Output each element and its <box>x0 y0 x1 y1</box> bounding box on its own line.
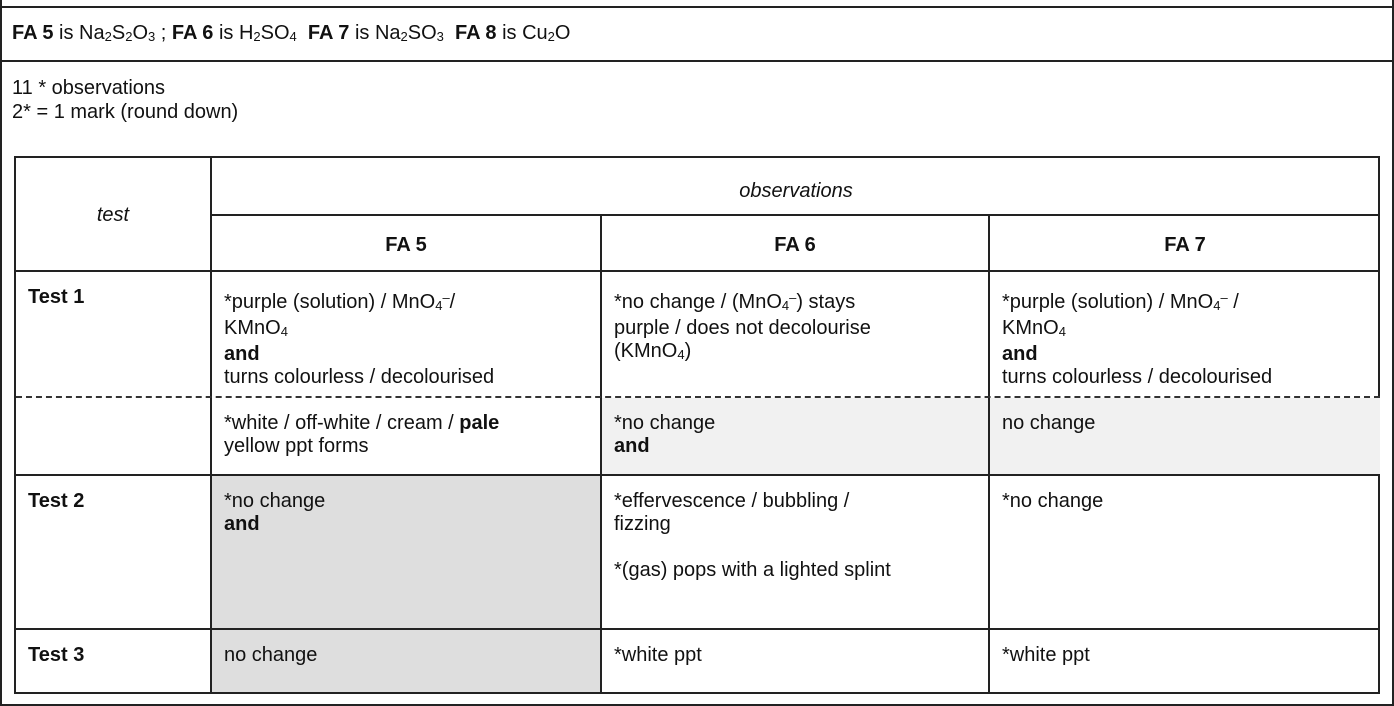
test1-fa7-and: and <box>1002 343 1038 365</box>
test1-fa6-line1: *no change / (MnO <box>614 291 782 313</box>
test1-fa6-line1-end: ) stays <box>796 291 856 313</box>
notes-line-2: 2* = 1 mark (round down) <box>12 101 239 123</box>
test2-fa5-line1: *no change <box>224 490 326 512</box>
test2-fa6-line1: *effervescence / bubbling / <box>614 490 850 512</box>
test3-fa6-observation: *white ppt <box>614 644 702 666</box>
observations-header: observations <box>739 180 853 202</box>
col-header-fa5: FA 5 <box>385 234 427 256</box>
fa6-sub2: 4 <box>289 29 297 44</box>
test2-label: Test 2 <box>28 490 85 512</box>
col-header-fa6: FA 6 <box>774 234 816 256</box>
test1-fa7-sup: – <box>1220 290 1228 305</box>
fa5-mid: S <box>111 22 126 44</box>
test1-fa6-sup: – <box>789 290 797 305</box>
test2-fa5-and: and <box>224 513 260 535</box>
test1-fa7-line1-end: / <box>1227 291 1239 313</box>
fa8-end: O <box>554 22 571 44</box>
test1b-fa6-observation <box>602 398 988 458</box>
test1b-fa5-line1: *white / off-white / cream / <box>224 412 460 434</box>
col-header-fa7: FA 7 <box>1164 234 1206 256</box>
fa5-sub2: 2 <box>125 29 133 44</box>
fa8-is: is Cu <box>496 22 548 44</box>
fa5-sub1: 2 <box>104 29 112 44</box>
test1-fa5-line4: turns colourless / decolourised <box>224 366 495 388</box>
test3-label: Test 3 <box>28 644 85 666</box>
test1-fa5-and: and <box>224 343 260 365</box>
test2-fa5-observation <box>212 476 600 536</box>
separator: ; <box>155 22 172 44</box>
test1-fa7-line2: KMnO <box>1002 317 1059 339</box>
fa6-label: FA 6 <box>171 22 214 44</box>
test1-fa7-sub: 4 <box>1213 298 1221 313</box>
test1-fa6-sub: 4 <box>781 298 790 313</box>
test1b-fa7-line1: no change <box>1002 412 1096 434</box>
fa7-sub1: 2 <box>400 29 408 44</box>
test1-fa5-sub: 4 <box>435 298 443 313</box>
notes-line-1: 11 * observations <box>12 77 166 99</box>
observations-table <box>14 156 1380 694</box>
fa6-sub1: 2 <box>253 29 261 44</box>
test3-fa5-observation: no change <box>224 644 318 666</box>
test1b-fa5-pale: pale <box>459 412 500 434</box>
test1-label: Test 1 <box>28 286 85 308</box>
hline-observations <box>212 214 1380 216</box>
test1-fa6-line3-end: ) <box>684 340 692 362</box>
fa7-is: is Na <box>349 22 401 44</box>
test1-fa5-sup: – <box>442 290 450 305</box>
identity-header-row <box>0 6 1394 62</box>
test1-fa6-line3-sub: 4 <box>677 347 685 362</box>
fa5-label: FA 5 <box>12 22 54 44</box>
fa5-end: O <box>132 22 148 44</box>
test1b-fa6-line1: *no change <box>614 412 716 434</box>
test1b-fa7-observation <box>990 398 1380 435</box>
test2-fa6-line2: fizzing <box>614 513 671 535</box>
fa8-label: FA 8 <box>455 22 497 44</box>
marking-notes <box>12 76 238 124</box>
identity-statement <box>12 22 570 45</box>
test1-fa6-line3: (KMnO <box>614 340 678 362</box>
test1-fa6-line2: purple / does not decolourise <box>614 317 871 339</box>
fa7-mid: SO <box>407 22 437 44</box>
test1-fa7-line4: turns colourless / decolourised <box>1002 366 1273 388</box>
test1-fa5-observation <box>212 272 600 389</box>
test3-fa7-observation: *white ppt <box>1002 644 1090 666</box>
fa7-label: FA 7 <box>307 22 350 44</box>
test1-fa7-observation <box>990 272 1380 389</box>
test1-fa5-line2: KMnO <box>224 317 281 339</box>
fa5-is: is Na <box>53 22 105 44</box>
test2-fa6-line3: *(gas) pops with a lighted splint <box>614 559 891 581</box>
test2-fa6-observation <box>602 476 988 582</box>
fa8-sub1: 2 <box>547 29 555 44</box>
test1b-fa5-observation <box>212 398 600 458</box>
fa6-is: is H <box>213 22 254 44</box>
test1b-fa6-and: and <box>614 435 650 457</box>
test1-fa6-observation <box>602 272 988 366</box>
fa6-mid: SO <box>260 22 290 44</box>
test1-fa5-line1-end: / <box>449 291 456 313</box>
test1-fa5-line2-sub: 4 <box>280 324 288 339</box>
test2-fa7-observation <box>990 476 1380 513</box>
fa5-sub3: 3 <box>148 29 156 44</box>
test1-fa5-line1: *purple (solution) / MnO <box>224 291 436 313</box>
test2-fa7-line1: *no change <box>1002 490 1104 512</box>
test-column-header: test <box>96 204 130 226</box>
test1-fa7-line1: *purple (solution) / MnO <box>1002 291 1214 313</box>
test1-fa7-line2-sub: 4 <box>1058 324 1066 339</box>
fa7-sub2: 3 <box>436 29 444 44</box>
test1b-fa5-line2: yellow ppt forms <box>224 435 369 457</box>
